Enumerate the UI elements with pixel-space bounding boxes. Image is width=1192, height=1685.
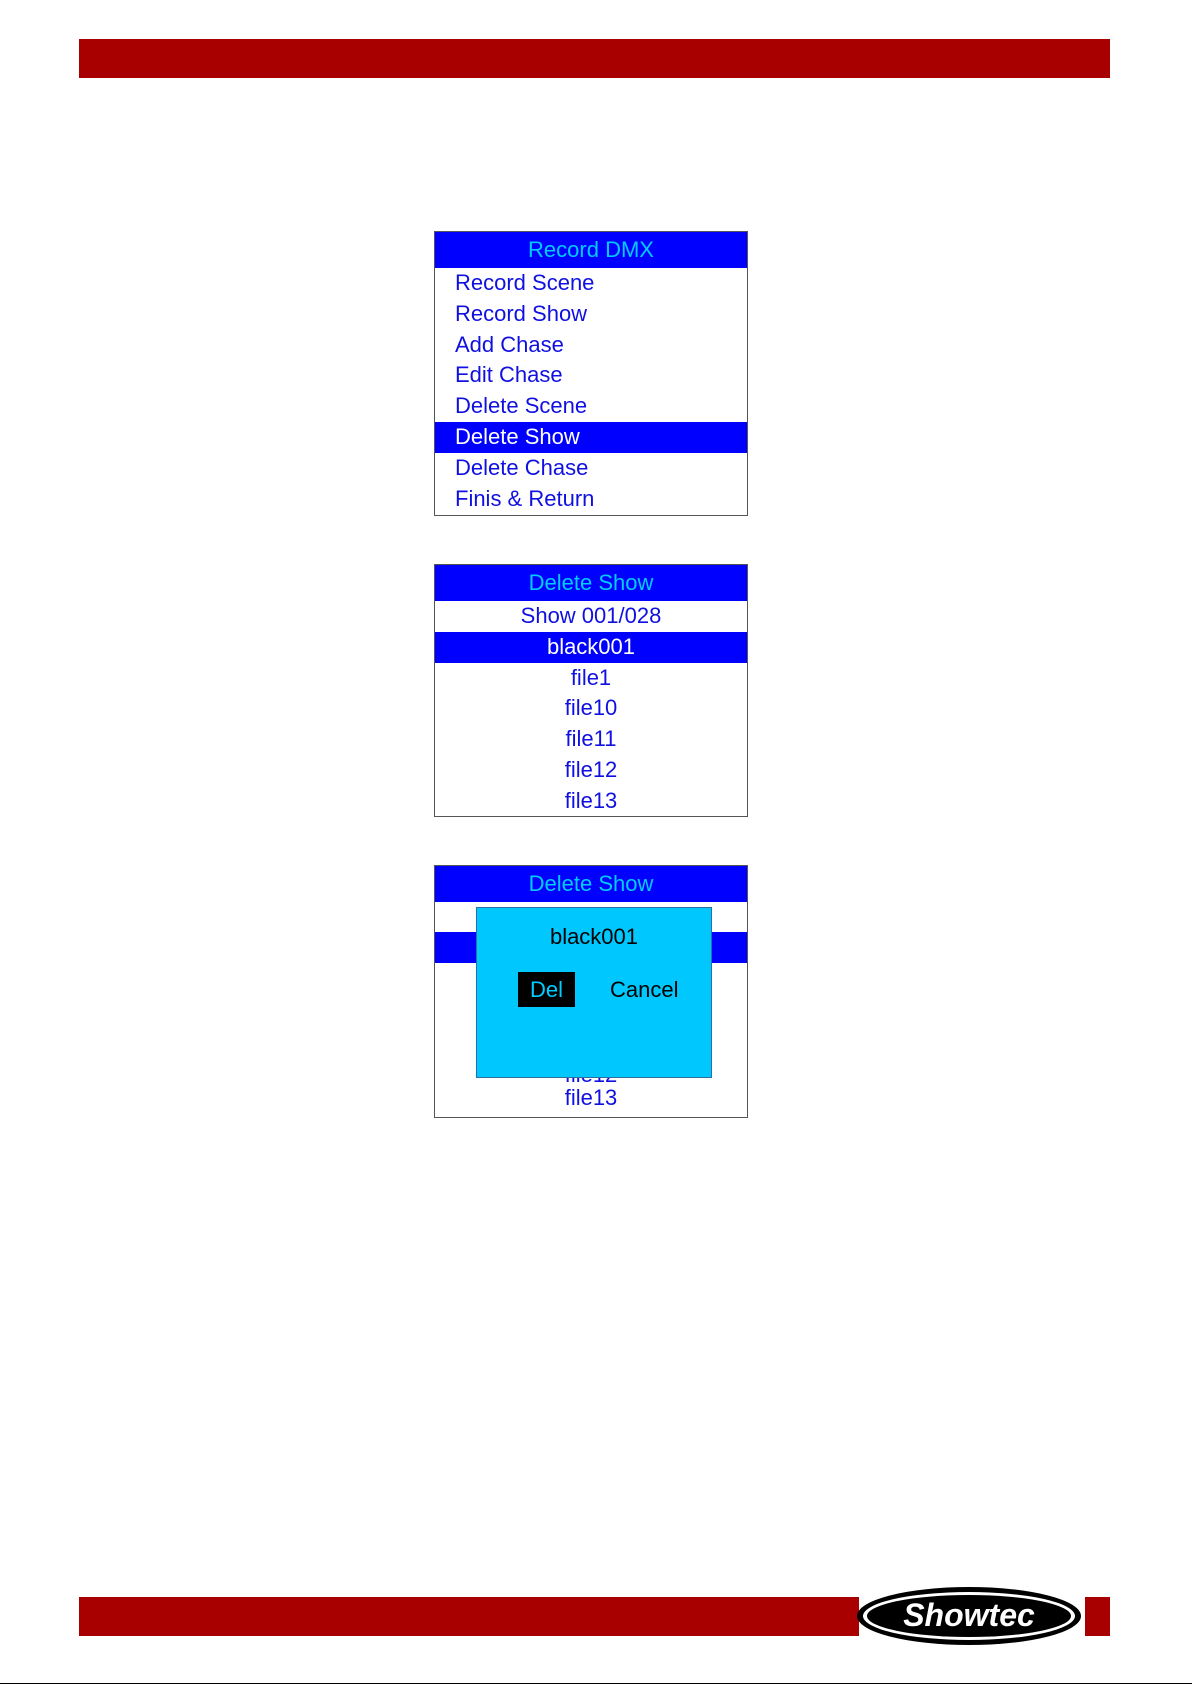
header-band	[79, 39, 1110, 78]
list-item[interactable]: file13	[564, 787, 618, 813]
menu-item-finis-return[interactable]: Finis & Return	[455, 485, 595, 511]
del-button[interactable]: Del	[518, 972, 575, 1007]
show-counter: Show 001/028	[520, 603, 662, 628]
screen-title: Delete Show	[435, 565, 747, 601]
menu-item-delete-scene[interactable]: Delete Scene	[455, 393, 588, 419]
logo-text: Showtec	[903, 1597, 1035, 1633]
cancel-button[interactable]: Cancel	[610, 977, 679, 1002]
page-bottom-rule	[0, 1683, 1192, 1684]
delete-show-confirm-screen	[434, 865, 748, 1118]
list-item[interactable]: black001	[435, 632, 747, 663]
dialog-file-name: black001	[549, 924, 639, 949]
screen-title: Record DMX	[435, 232, 747, 268]
delete-show-list-screen	[434, 564, 748, 817]
list-item[interactable]: file13	[564, 1085, 618, 1110]
menu-item-edit-chase[interactable]: Edit Chase	[455, 362, 563, 388]
footer-band-stub	[1085, 1597, 1110, 1636]
menu-item-delete-show[interactable]: Delete Show	[435, 422, 747, 453]
record-dmx-menu-screen	[434, 231, 748, 516]
menu-item-record-scene[interactable]: Record Scene	[455, 270, 595, 295]
list-item[interactable]: file10	[564, 695, 618, 721]
list-item[interactable]: file11	[565, 726, 617, 752]
menu-item-record-show[interactable]: Record Show	[455, 300, 588, 326]
footer-band	[79, 1597, 859, 1636]
menu-item-delete-chase[interactable]: Delete Chase	[455, 454, 589, 480]
showtec-logo	[855, 1585, 1083, 1647]
menu-item-add-chase[interactable]: Add Chase	[455, 331, 564, 357]
screen-title: Delete Show	[435, 866, 747, 902]
list-item[interactable]: file12	[564, 756, 618, 782]
list-item[interactable]: file1	[570, 664, 612, 690]
confirm-delete-dialog	[476, 907, 712, 1078]
